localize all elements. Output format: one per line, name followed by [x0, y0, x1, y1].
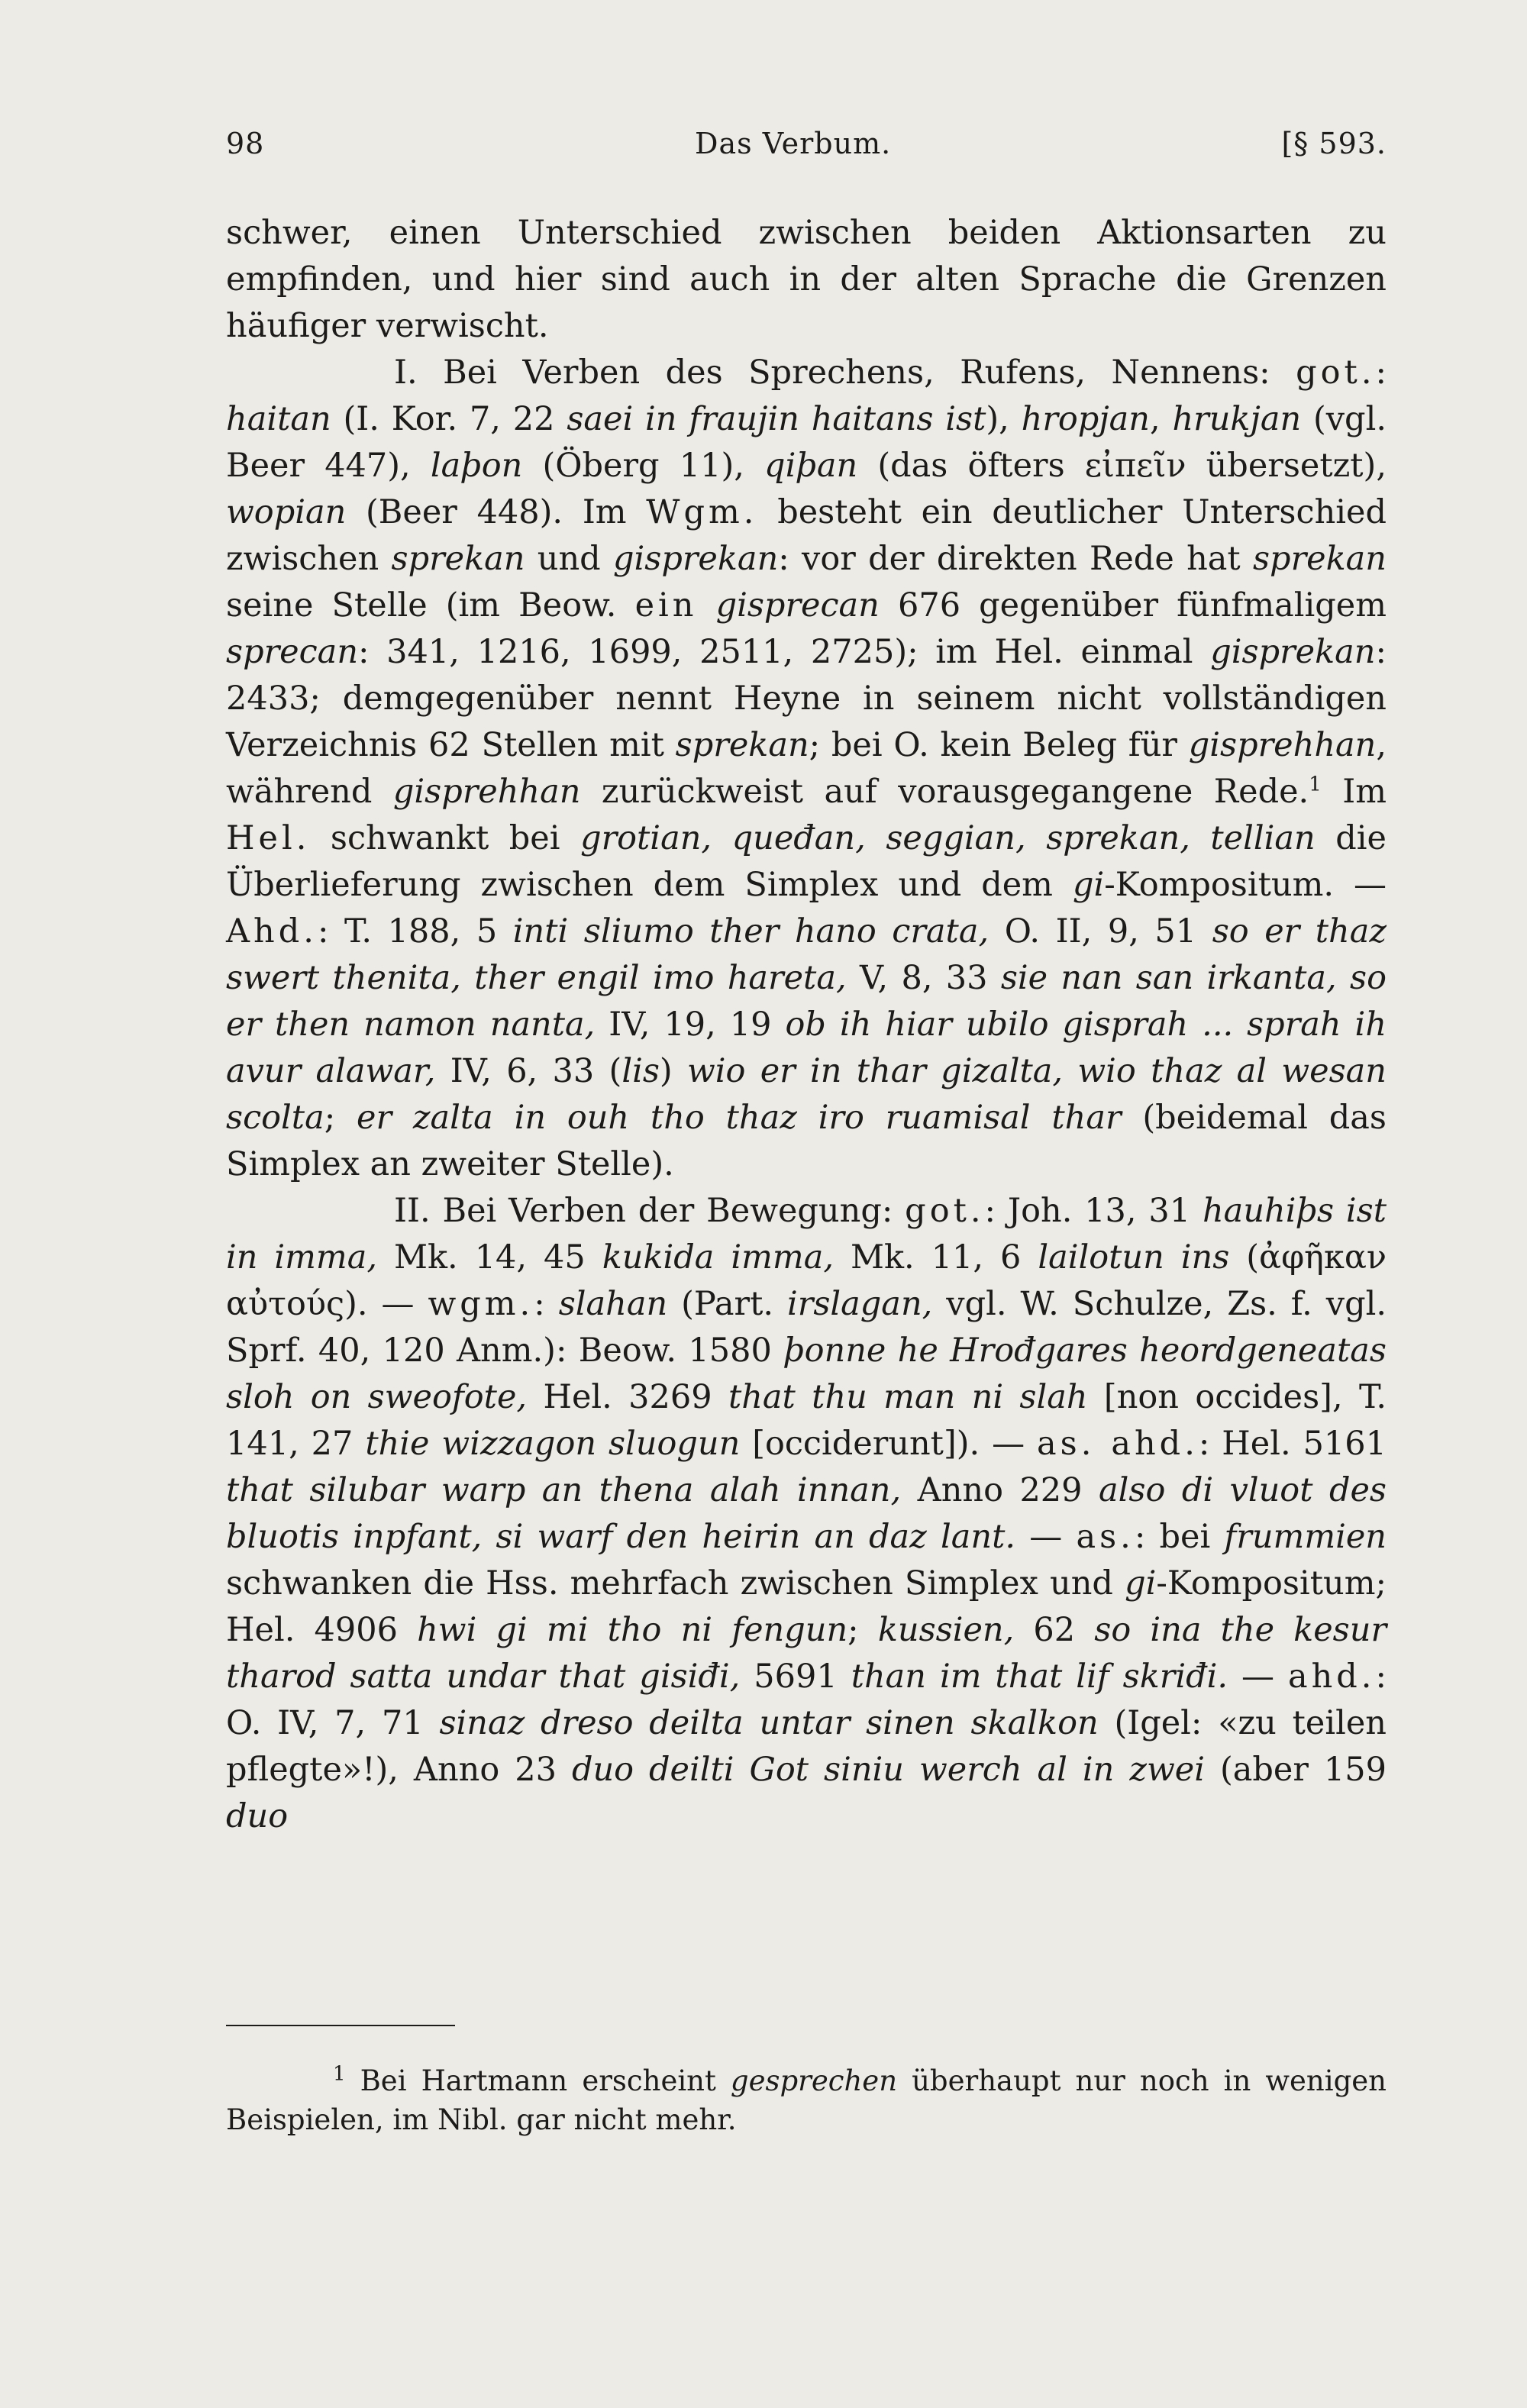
- footnote-divider: [226, 2025, 455, 2026]
- paragraph-section-II: II. Bei Verben der Bewegung: got.: Joh. 13, 31 hauhiþs ist in imma, Mk. 14, 45 kukida imma, Mk. 11, 6 lailotun ins (ἀφῆκαν αὐτούς). — wgm.: slahan (Part. irslagan, vgl. W. Schulze, Zs. f. vgl. Sprf. 40, 120 Anm.): Beow. 1580 þonne he Hrođgares heordgeneatas sloh on sweofote, Hel. 3269 that thu man ni slah [non occides], T. 141, 27 thie wizzagon sluogun [occiderunt]). — as. ahd.: Hel. 5161 that silubar warp an thena alah innan, Anno 229 also di vluot des bluotis inpfant, si warf den heirin an daz lant. — as.: bei frummien schwanken die Hss. mehrfach zwischen Simplex und gi-Kompositum; Hel. 4906 hwi gi mi tho ni fengun; kussien, 62 so ina the kesur tharod satta undar that gisiđi, 5691 than im that lif skriđi. — ahd.: O. IV, 7, 71 sinaz dreso deilta untar sinen skalkon (Igel: «zu teilen pflegte»!), Anno 23 duo deilti Got siniu werch al in zwei (aber 159 duo: [226, 1192, 1387, 1835]
- paragraph-continued: schwer, einen Unterschied zwischen beiden Aktionsarten zu empfinden, und hier sind auch in der alten Sprache die Grenzen häufiger verwischt.: [226, 214, 1387, 345]
- footnote-ref: 1: [1309, 773, 1322, 796]
- footnote: $^1$ Bei Hartmann erscheint gesprechen überhaupt nur noch in wenigen Beispielen, im Nibl. gar nicht mehr.: [226, 2062, 1387, 2136]
- page-number: 98: [226, 127, 265, 160]
- footnote-number: 1: [333, 2062, 346, 2086]
- paragraph-section-I: I. Bei Verben des Sprechens, Rufens, Nennens: got.: haitan (I. Kor. 7, 22 saei in fraujin haitans ist), hropjan, hrukjan (vgl. Beer 447), laþon (Öberg 11), qiþan (das öfters εἰπεῖν übersetzt), wopian (Beer 448). Im Wgm. besteht ein deutlicher Unterschied zwischen sprekan und gisprekan: vor der direkten Rede hat sprekan seine Stelle (im Beow. ein gisprecan 676 gegenüber fünfmaligem sprecan: 341, 1216, 1699, 2511, 2725); im Hel. einmal gisprekan: 2433; demgegenüber nennt Heyne in seinem nicht vollständigen Verzeichnis 62 Stellen mit sprekan; bei O. kein Beleg für gisprehhan, während gisprehhan zurückweist auf vorausgegangene Rede.$^1$ Im Hel. schwankt bei grotian, queđan, seggian, sprekan, tellian die Überlieferung zwischen dem Simplex und dem gi-Kompositum. — Ahd.: T. 188, 5 inti sliumo ther hano crata, O. II, 9, 51 so er thaz swert thenita, ther engil imo hareta, V, 8, 33 sie nan san irkanta, so er then namon nanta, IV, 19, 19 ob ih hiar ubilo gisprah ... sprah ih avur alawar, IV, 6, 33 (lis) wio er in thar gizalta, wio thaz al wesan scolta; er zalta in ouh tho thaz iro ruamisal thar (beidemal das Simplex an zweiter Stelle).: [226, 353, 1387, 1183]
- section-number: [§ 593.: [1281, 127, 1387, 160]
- main-text: [226, 210, 1387, 1840]
- running-header: [226, 127, 1387, 173]
- running-title: Das Verbum.: [695, 127, 892, 160]
